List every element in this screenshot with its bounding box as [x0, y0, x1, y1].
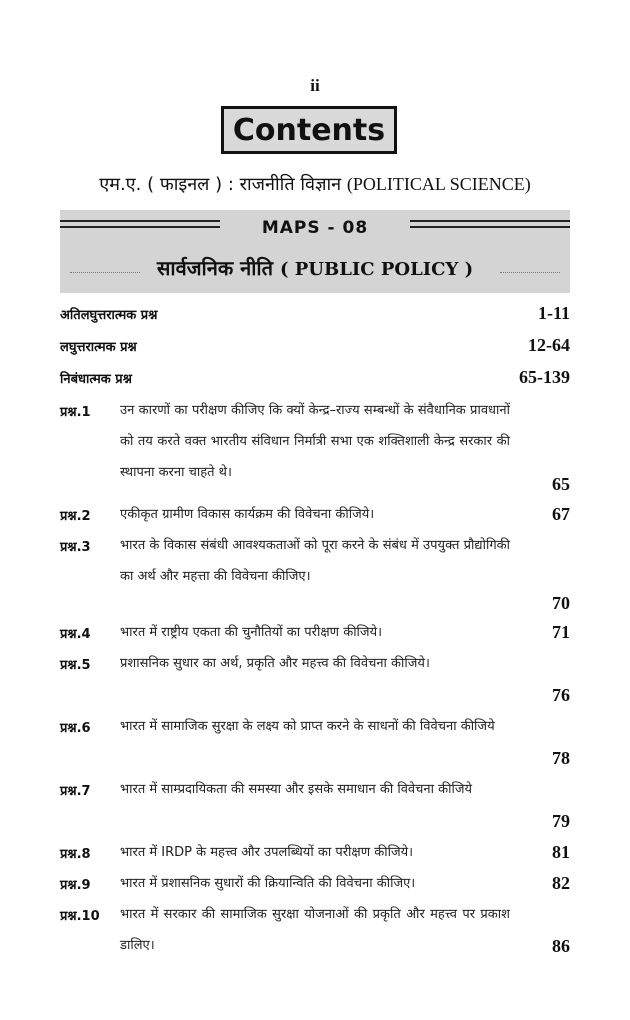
question-number: प्रश्न.8: [60, 847, 91, 862]
paper-code: MAPS - 08: [261, 218, 369, 238]
question-text: भारत में राष्ट्रीय एकता की चुनौतियों का परीक्षण कीजिये।: [120, 625, 383, 640]
question-text: उन कारणों का परीक्षण कीजिए कि क्यों केन्द्र–राज्य सम्बन्धों के संवैधानिक प्रावधानों को तय करते वक्त भारतीय संविधान निर्मात्री सभा एक शक्तिशाली केन्द्र सरकार की स्थापना करना चाहते थे।: [120, 403, 510, 480]
question-page: 78: [552, 748, 570, 768]
question-entry: [60, 537, 570, 617]
question-number: प्रश्न.5: [60, 658, 91, 673]
contents-title: Contents: [221, 106, 397, 154]
section-row: [60, 305, 570, 329]
section-label: निबंधात्मक प्रश्न: [60, 372, 132, 387]
question-entry: [60, 718, 570, 778]
paper-title: [60, 254, 570, 281]
question-entry: [60, 781, 570, 841]
section-pages: 12-64: [528, 335, 570, 355]
section-label: अतिलघुत्तरात्मक प्रश्न: [60, 308, 158, 323]
section-label: लघुत्तरात्मक प्रश्न: [60, 340, 137, 355]
question-text: एकीकृत ग्रामीण विकास कार्यक्रम की विवेचना कीजिये।: [120, 507, 375, 522]
question-number: प्रश्न.10: [60, 909, 100, 924]
question-page: 71: [552, 622, 570, 642]
question-number: प्रश्न.4: [60, 627, 91, 642]
question-text: भारत में सरकार की सामाजिक सुरक्षा योजनाओं की प्रकृति और महत्त्व पर प्रकाश डालिए।: [120, 907, 510, 953]
question-number: प्रश्न.9: [60, 878, 91, 893]
question-text: भारत में IRDP के महत्त्व और उपलब्धियों का परीक्षण कीजिये।: [120, 845, 414, 860]
question-number: प्रश्न.2: [60, 509, 91, 524]
question-text: भारत में प्रशासनिक सुधारों की क्रियान्विति की विवेचना कीजिए।: [120, 876, 416, 891]
question-entry: [60, 655, 570, 715]
course-english: (POLITICAL SCIENCE): [346, 174, 531, 194]
question-number: प्रश्न.7: [60, 784, 91, 799]
question-text: भारत में साम्प्रदायिकता की समस्या और इसके समाधान की विवेचना कीजिये: [120, 782, 473, 797]
question-text: भारत में सामाजिक सुरक्षा के लक्ष्य को प्राप्त करने के साधनों की विवेचना कीजिये: [120, 719, 495, 734]
question-page: 76: [552, 685, 570, 705]
question-entry: [60, 906, 570, 968]
question-page: 82: [552, 873, 570, 893]
paper-banner: [60, 210, 570, 293]
question-page: 79: [552, 811, 570, 831]
question-number: प्रश्न.6: [60, 721, 91, 736]
question-text: प्रशासनिक सुधार का अर्थ, प्रकृति और महत्त्व की विवेचना कीजिये।: [120, 656, 430, 671]
paper-title-hindi: सार्वजनिक नीति: [156, 256, 273, 280]
section-row: [60, 369, 570, 393]
course-heading: [0, 172, 630, 196]
section-row: [60, 337, 570, 361]
question-page: 65: [552, 474, 570, 494]
question-page: 67: [552, 504, 570, 524]
section-pages: 1-11: [537, 303, 570, 323]
question-text: भारत के विकास संबंधी आवश्यकताओं को पूरा करने के संबंध में उपयुक्त प्रौद्योगिकी का अर्थ और महत्ता की विवेचना कीजिए।: [120, 538, 510, 584]
paper-title-english: ( PUBLIC POLICY ): [279, 259, 474, 280]
question-page: 86: [552, 936, 570, 956]
question-page: 70: [552, 593, 570, 613]
question-number: प्रश्न.3: [60, 540, 91, 555]
question-number: प्रश्न.1: [60, 405, 91, 420]
course-hindi: एम.ए. ( फाइनल ) : राजनीति विज्ञान: [99, 174, 342, 195]
question-page: 81: [552, 842, 570, 862]
section-pages: 65-139: [519, 367, 570, 387]
page-number: ii: [310, 76, 320, 95]
